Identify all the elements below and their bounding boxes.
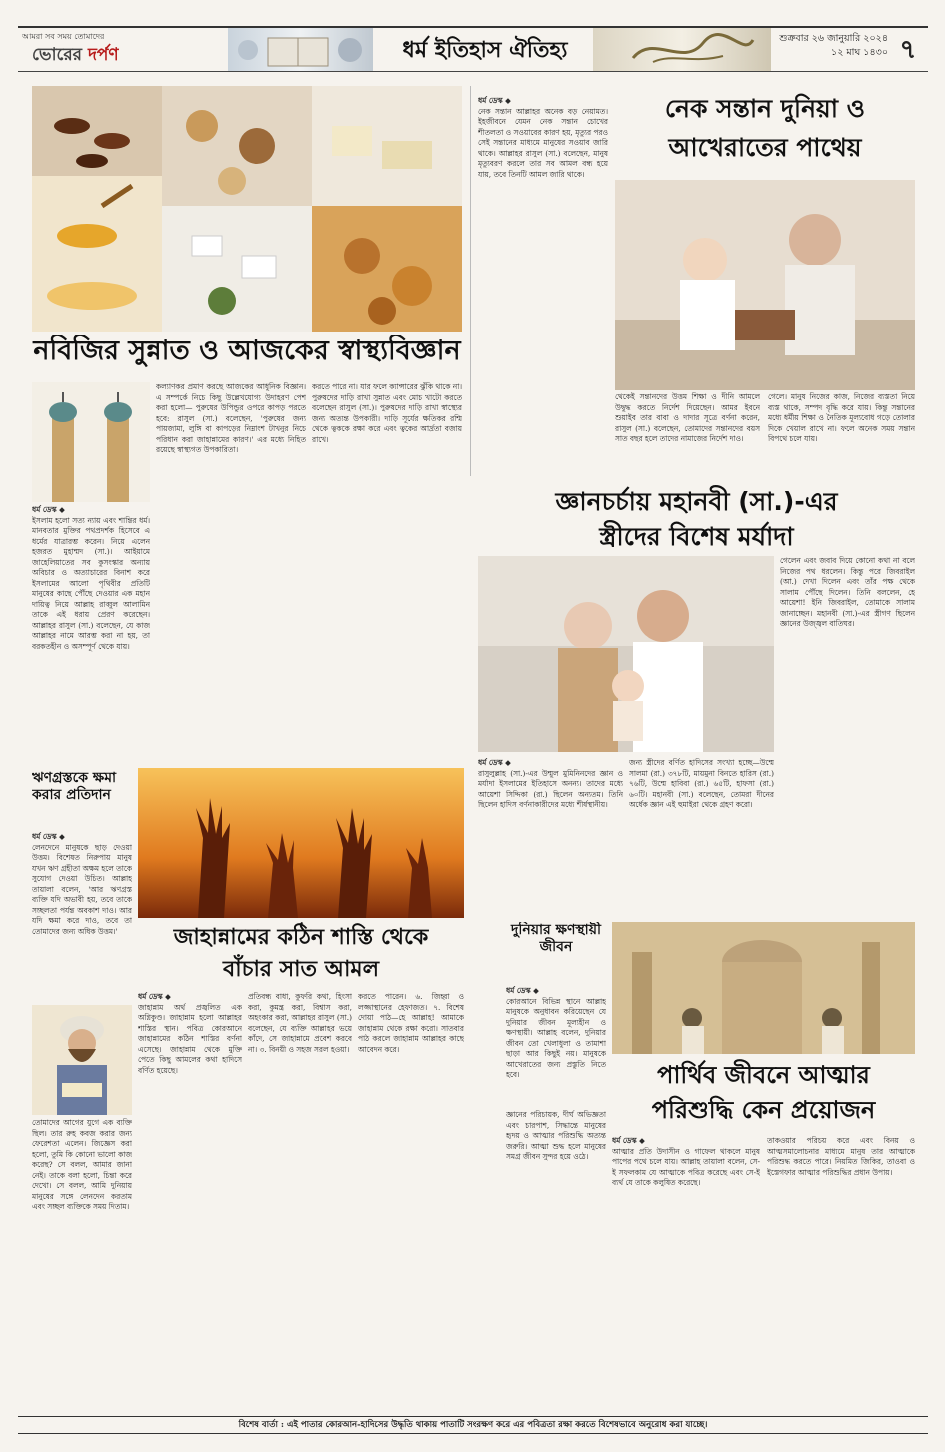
nek-col1-text: নেক সন্তান আল্লাহর অনেক বড় নেয়ামত। ইহজীবনে যেমন নেক সন্তান চোখের শীতলতা ও সওয়াবের কারণ হয়, মৃত্যুর পরও সেই সন্তানের মাধ্যমে মানুষের সওয়াব জারি থাকে। আল্লাহর রাসুল (সা.) বলেছেন, মানুষ মৃত্যুবরণ করলে তার সব আমল বন্ধ হয়ে যায়, তবে তিনটি আমল জারি থাকে। xyxy=(478,106,608,179)
sunnah-column-1 xyxy=(32,505,150,763)
hellfire-hands-image xyxy=(138,768,464,918)
jahannam-headline xyxy=(138,922,464,988)
parthib-col2-text: আত্মার প্রতি উদাসীন ও গাফেল থাকলে মানুষ পাপের পথে চলে যায়। আল্লাহ তায়ালা বলেন, সে-ই সফলকাম যে আত্মাকে পবিত্র করেছে এবং সে-ই ব্যর্থ যে তাকে কলুষিত করেছে। xyxy=(612,1146,760,1188)
nek-column-2 xyxy=(615,392,760,478)
parthib-col3-text: তাকওয়ার পরিচয় করে এবং বিনয় ও আত্মসমালোচনার মাধ্যমে মানুষ তার আত্মাকে পরিশুদ্ধ করতে পারে। নিয়মিত জিকির, তাওবা ও ইস্তেগফার আত্মার পরিশুদ্ধির প্রধান উপায়। xyxy=(767,1136,915,1177)
date-bangla: ১২ মাঘ ১৪৩০ xyxy=(831,47,888,58)
family-hajj-image xyxy=(478,556,774,752)
newspaper-logo xyxy=(32,42,119,70)
logo-text-part1: ভোরের xyxy=(32,45,88,65)
section-title: ধর্ম ইতিহাস ঐতিহ্য xyxy=(402,37,568,63)
nek-headline: নেক সন্তান দুনিয়া ও আখেরাতের পাথেয় xyxy=(664,94,866,162)
duniya-headline: দুনিয়ার ক্ষণস্থায়ী জীবন xyxy=(511,922,601,955)
parthib-headline-line1: পার্থিব জীবনে আত্মার xyxy=(657,1061,870,1089)
nek-col2-text: থেকেই সন্তানদের উত্তম শিক্ষা ও দীনি আমলে উদ্বুদ্ধ করতে নির্দেশ দিয়েছেন। আমর ইবনে শুয়াইব তার বাবা ও দাদার সূত্রে বর্ণনা করেন, রাসুল (সা.) বলেছেন, তোমাদের সন্তানদের বয়স সাত বছর হলে তাদের নামাজের নির্দেশ দাও। xyxy=(615,392,760,444)
rin-text: লেনদেনে মানুষকে ছাড় দেওয়া উত্তম। বিশেষত নিরুপায় মানুষ যখন ঋণ গ্রহীতা অক্ষম হলে তাকে সুযোগ দেওয়া উচিত। আল্লাহ তায়ালা বলেন, 'আর ঋণগ্রস্ত ব্যক্তি যদি অভাবী হয়, তবে তাকে সচ্ছলতা পর্যন্ত অবকাশ দাও। আর যদি ক্ষমা করে দাও, তবে তা তোমাদের জন্য অধিক উত্তম।' xyxy=(32,842,132,936)
sunnah-col2-text: কল্যাণকর প্রমাণ করছে আজকের আধুনিক বিজ্ঞান। এ সম্পর্কে নিচে কিছু উল্লেখযোগ্য উদাহরণ পেশ করা হলো— পুরুষের উপিন্ডুর ওপরে কাপড় পরতে হবে: রাসুল (সা.) বলেছেন, 'পুরুষের জন্য পায়জামা, লুঙ্গি বা কাপড়ের নিম্নাংশ টাখনুর নিচে পরিধান করা জাহান্নামের কারণ।' এর মধ্যে নিহিত রয়েছে স্বাস্থ্যগত উপকারিতা। xyxy=(156,382,306,455)
scholar-reading-image xyxy=(32,1005,132,1115)
mahanabi-byline: ধর্ম ডেস্ক ◆ xyxy=(478,758,511,767)
mahanabi-headline-line1: জ্ঞানচর্চায় মহানবী (সা.)-এর xyxy=(555,487,838,516)
mahanabi-right-text: গেলেন এবং জবাব দিয়ে কোনো কথা না বলে নিজের পথ ধরলেন। কিন্তু পরে জিবরাইল (আ.) দেখা দিলেন এবং তাঁর পক্ষ থেকে সালাম পৌঁছে দিলেন। তিনি বললেন, হে আয়েশা! ইনি জিবরাইল, তোমাকে সালাম জানাচ্ছেন। মহানবী (সা.)-এর স্ত্রীগণ ছিলেন জ্ঞানের উজ্জ্বল বাতিঘর। xyxy=(780,556,915,629)
nek-column-1 xyxy=(478,96,608,476)
parthib-byline: ধর্ম ডেস্ক ◆ xyxy=(612,1136,645,1145)
rin-column-2 xyxy=(32,1118,132,1410)
sunnah-headline: নবিজির সুন্নাত ও আজকের স্বাস্থ্যবিজ্ঞান xyxy=(33,335,461,366)
minaret-image xyxy=(32,382,150,502)
dateline xyxy=(778,32,888,60)
prayer-mosque-image xyxy=(612,922,915,1054)
rin-byline: ধর্ম ডেস্ক ◆ xyxy=(32,832,65,841)
food-collage-image xyxy=(32,86,462,332)
nek-col3-text: গেলে। মানুষ নিজের কাজ, নিজের ব্যস্ততা নিয়ে ব্যস্ত থাকে, সম্পদ বৃদ্ধি করে যায়। কিন্তু সন্তানের মধ্যে ধর্মীয় শিক্ষা ও নৈতিক মূল্যবোধ গড়ে তোলার দিকে খেয়াল রাখে না। ফলে অনেক সময় সন্তান বিপথে চলে যায়। xyxy=(768,392,915,444)
sunnah-col3-text: করতে পারে না। যার ফলে ক্যান্সারের ঝুঁকি থাকে না। পুরুষদের দাড়ি রাখা সুন্নাত এবং মোচ খাটো করতে বলেছেন রাসুল (সা.)। পুরুষদের দাড়ি রাখা স্বাস্থ্যের জন্য অত্যন্ত উপকারী। দাড়ি সূর্যের ক্ষতিকর রশ্মি থেকে ত্বককে রক্ষা করে এবং ত্বকের আর্দ্রতা বজায় রাখে। xyxy=(312,382,462,444)
mahanabi-column-b xyxy=(629,758,774,918)
rin-column xyxy=(32,832,132,1002)
jahannam-column-2 xyxy=(248,992,352,1410)
sunnah-byline: ধর্ম ডেস্ক ◆ xyxy=(32,505,65,514)
parthib-column-1 xyxy=(506,1110,606,1410)
banner-calligraphy-image xyxy=(593,28,771,72)
jahannam-byline: ধর্ম ডেস্ক ◆ xyxy=(138,992,171,1001)
mahanabi-column-a xyxy=(478,758,623,918)
sunnah-column-2 xyxy=(156,382,306,762)
duniya-column xyxy=(506,986,606,1106)
jahannam-headline-line2: বাঁচার সাত আমল xyxy=(223,956,379,982)
jahannam-col3-text: করতে পারেন। ৬. জিহ্বা ও লজ্জাস্থানের হেফাজত। ৭. বিশেষ দোয়া পাঠ—হে আল্লাহ! আমাকে জাহান্নাম থেকে রক্ষা করো। সাতবার পাঠ করলে জাহান্নাম আল্লাহর কাছে আবেদন করে। xyxy=(358,992,464,1054)
masthead-tagline: আমরা সব সময় তোমাদের xyxy=(22,32,105,41)
rin-headline: ঋণগ্রস্তকে ক্ষমা করার প্রতিদান xyxy=(32,770,117,803)
mahanabi-headline xyxy=(478,484,915,554)
rin-text-2: তোমাদের আগের যুগে এক ব্যক্তি ছিল। তার রুহ কবজ করার জন্য ফেরেশতা এলেন। জিজ্ঞেস করা হলো, তুমি কি কোনো ভালো কাজ করেছ? সে বলল, আমার জানা নেই। তাকে বলা হলো, চিন্তা করে দেখো। সে বলল, আমি দুনিয়ায় মানুষের সঙ্গে লেনদেন করতাম এবং সচ্ছল ব্যক্তিকে সময় দিতাম। xyxy=(32,1118,132,1212)
parthib-column-3 xyxy=(767,1136,915,1410)
parthib-column-2 xyxy=(612,1136,760,1410)
sunnah-column-3 xyxy=(312,382,462,762)
jahannam-headline-line1: জাহান্নামের কঠিন শাস্তি থেকে xyxy=(173,925,429,950)
jahannam-column-3 xyxy=(358,992,464,1410)
parthib-headline-line2: পরিশুদ্ধি কেন প্রয়োজন xyxy=(651,1095,876,1124)
page-number: ৭ xyxy=(899,35,917,65)
jahannam-col2-text: প্রতিবন্ধ বাধা, কুফরি কথা, হিংসা করা, কুমন্ত্র করা, বিশ্বাস করা, অহংকার করা, আল্লাহর রাসুল (সা.) বলেছেন, যে ব্যক্তি আল্লাহর ভয়ে কাঁদে, সে জাহান্নামে প্রবেশ করবে না। ৩. বিনয়ী ও সহজ সরল হওয়া। xyxy=(248,992,352,1054)
date-gregorian: শুক্রবার ২৬ জানুয়ারি ২০২৪ xyxy=(779,33,888,44)
column-divider xyxy=(470,86,471,476)
father-son-reading-image xyxy=(615,180,915,390)
duniya-text: কোরআনে বিভিন্ন স্থানে আল্লাহ মানুষকে অনুধাবন করিয়েছেন যে দুনিয়ার জীবন মূল্যহীন ও ক্ষণস্থায়ী। আল্লাহ বলেন, দুনিয়ার জীবন তো খেলাধুলা ও তামাশা ছাড়া আর কিছুই নয়। মানুষকে আখেরাতের জন্য প্রস্তুতি নিতে হবে। xyxy=(506,996,606,1080)
parthib-headline xyxy=(612,1058,915,1132)
sunnah-col1-text: ইসলাম হলো সত্য ন্যায় এবং শান্তির ধর্ম। মানবতার মুক্তির পথপ্রদর্শক হিসেবে এ ধর্মের যাত্রারম্ভ করেন। নিয়ে এলেন হজরত মুহাম্মদ (সা.)। আইয়ামে জাহেলিয়াতের সব কুসংস্কার অন্যায় অবিচার ও অত্যাচারের বিনাশ করে ইসলামের আলো পৃথিবীর প্রতিটি মানুষের কাছে পৌঁছে দেওয়ার এক মহান দায়িত্ব নিয়ে আল্লাহ রাব্বুল আলামিন তাকে এই ধরায় প্রেরণ করেছেন। আল্লাহর রাসুল (সা.) বলেছেন, যে কাজ আল্লাহর নামে আরম্ভ করা না হয়, তা বরকতহীন ও অসম্পূর্ণ থেকে যায়। xyxy=(32,515,150,651)
logo-text-part2: দর্পণ xyxy=(87,45,119,65)
masthead xyxy=(18,26,928,72)
mahanabi-headline-line2: স্ত্রীদের বিশেষ মর্যাদা xyxy=(599,522,794,551)
nek-byline: ধর্ম ডেস্ক ◆ xyxy=(478,96,511,105)
footer-notice: বিশেষ বার্তা : এই পাতার কোরআন-হাদিসের উদ্ধৃতি থাকায় পাতাটি সংরক্ষণ করে এর পবিত্রতা রক্ষা করতে বিশেষভাবে অনুরোধ করা যাচ্ছে। xyxy=(18,1416,928,1434)
banner-quran-image xyxy=(228,28,373,72)
mahanabi-col-a-text: রাসুলুল্লাহ (সা.)-এর উম্মুল মুমিনিনদের জ্ঞান ও মর্যাদা ইসলামের ইতিহাসে অনন্য। তাদের মধ্যে আয়েশা সিদ্দিকা (রা.) ছিলেন অন্যতম। তিনি ছিলেন হাদিস বর্ণনাকারীদের মধ্যে শীর্ষস্থানীয়। xyxy=(478,768,623,810)
mahanabi-right-column xyxy=(780,556,915,916)
jahannam-column-1 xyxy=(138,992,242,1410)
nek-column-3 xyxy=(768,392,915,478)
mahanabi-col-b-text: জন্য স্ত্রীদের বর্ণিত হাদিসের সংখ্যা হচ্ছে—উম্মে সালমা (রা.) ৩৭৮টি, মায়মুনা বিনতে হারিস (রা.) ৭৬টি, উম্মে হাবিবা (রা.) ৬৫টি, হাফসা (রা.) ৬০টি। মহানবী (সা.) বলেছেন, তোমরা দীনের অর্ধেক জ্ঞান এই হুমাইরা থেকে গ্রহণ করো। xyxy=(629,758,774,810)
parthib-col1-text: জ্ঞানের পরিচায়ক, দীর্ঘ অভিজ্ঞতা এবং চারপাশ, সিদ্ধান্তে মানুষের হৃদয় ও আত্মার পরিশুদ্ধি অত্যন্ত জরুরি। আত্মা শুদ্ধ হলে মানুষের সমগ্র জীবন সুন্দর হয়ে ওঠে। xyxy=(506,1110,606,1162)
duniya-byline: ধর্ম ডেস্ক ◆ xyxy=(506,986,539,995)
jahannam-col1-text: জাহান্নাম অর্থ প্রজ্বলিত এক অগ্নিকুণ্ড। জাহান্নাম হলো আল্লাহর শাস্তির স্থান। পবিত্র কোরআনে জাহান্নামের কঠিন শাস্তির বর্ণনা এসেছে। জাহান্নাম থেকে মুক্তি পেতে কিছু আমলের কথা হাদিসে বর্ণিত হয়েছে। xyxy=(138,1002,242,1075)
